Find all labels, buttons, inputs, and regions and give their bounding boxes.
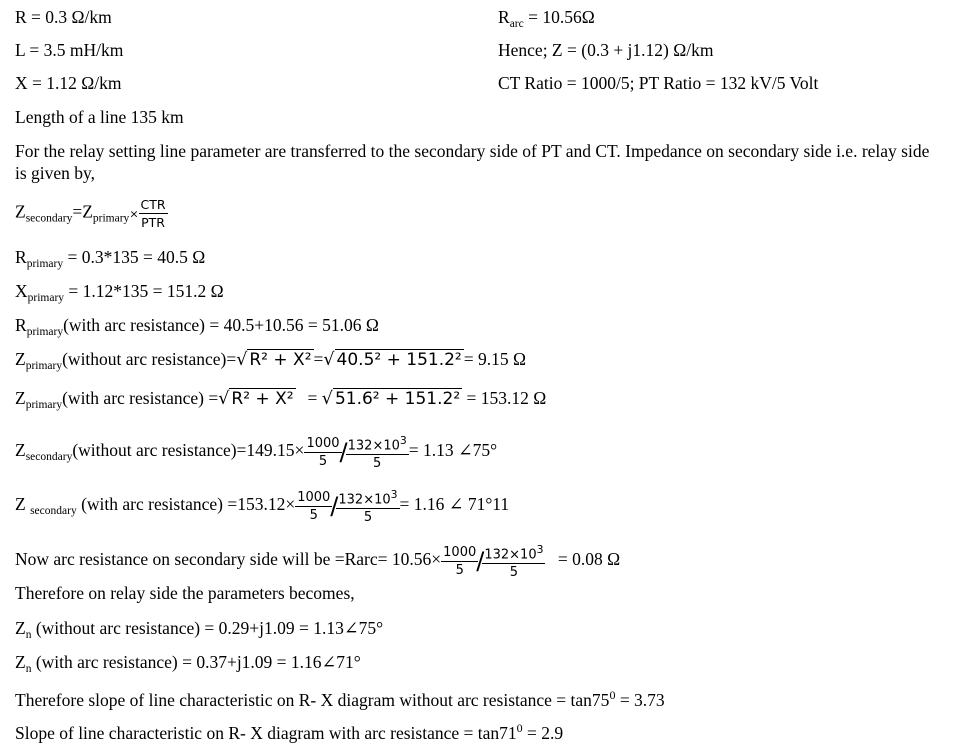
formula-zsec: $Z_{secondary}=Z_{primary}\times$ $\frac{\text{CTR}}{\text{PTR}}$ — [15, 197, 166, 230]
calc-z-no-arc: $Z_{primary}(without$ arc resistance)=√ R² + X² =√ 40.5² + 151.2² = 9.15 Ω — [15, 349, 526, 372]
relay-intro: Therefore on relay side the parameters becomes, — [15, 583, 355, 603]
slope-no-arc: Therefore slope of line characteristic on R- X diagram without arc resistance = $\tan 75^0 = 3.73$ — [15, 688, 665, 710]
relay-z-arc: $Z_n$ (with arc resistance) = 0.37+j1.09 = 1.16∠71° — [15, 652, 361, 675]
rarc-symbol: R — [498, 7, 510, 27]
param-ratios: CT Ratio = 1000/5; PT Ratio = 132 kV/5 Volt — [498, 73, 819, 93]
calc-x-primary: $X_{primary} = 1.12*135 = 151.2$ Ω — [15, 281, 224, 304]
secondary-no-arc: $Z_{secondary}(without$ arc resistance)=149.15× $\frac{1000}{5}$ / $\frac{132\times 10^3}{5}$ = 1.13 ∠75° — [15, 434, 498, 472]
param-z: Hence; Z = (0.3 + j1.12) Ω/km — [498, 40, 714, 60]
calc-r-arc: $R_{primary}(with$ arc resistance) = 40.5+10.56 = 51.06 Ω — [15, 315, 379, 338]
param-rarc — [498, 6, 595, 35]
param-l: L = 3.5 mH/km — [15, 40, 124, 60]
ctr-ptr-fraction: $\frac{\text{CTR}}{\text{PTR}}$ — [140, 197, 166, 230]
param-length: Length of a line 135 km — [15, 107, 184, 127]
rarc-value: = 10.56Ω — [523, 7, 595, 27]
param-r: R = 0.3 Ω/km — [15, 7, 112, 27]
relay-z-no-arc: $Z_n$ (without arc resistance) = 0.29+j1.09 = 1.13∠75° — [15, 618, 384, 641]
calc-r-primary: $R_{primary} = 0.3*135 = 40.5$ Ω — [15, 247, 206, 270]
slope-arc: Slope of line characteristic on R- X diagram with arc resistance = $\tan 71^0 = 2.9$ — [15, 721, 564, 743]
secondary-arc: Z $_{secondary}$ (with arc resistance) =153.12× $\frac{1000}{5}$ / $\frac{132\times 10^3}{5}$ = 1.16 ∠ 71°11 — [15, 488, 510, 526]
intro-paragraph: For the relay setting line parameter are transferred to the secondary side of PT and CT. Impedance on secondary side i.e. relay side is given by, — [15, 141, 930, 183]
rarc-subscript: arc — [509, 18, 524, 30]
calc-z-arc: $Z_{primary}(with$ arc resistance) =√ R² + X² = √ 51.6² + 151.2² = 153.12 Ω — [15, 388, 547, 411]
rarc-secondary: Now arc resistance on secondary side will be =Rarc= 10.56× $\frac{1000}{5}$ / $\frac{132\times 10^3}{5}$ = 0.08 Ω — [15, 543, 621, 581]
param-x: X = 1.12 Ω/km — [15, 73, 122, 93]
